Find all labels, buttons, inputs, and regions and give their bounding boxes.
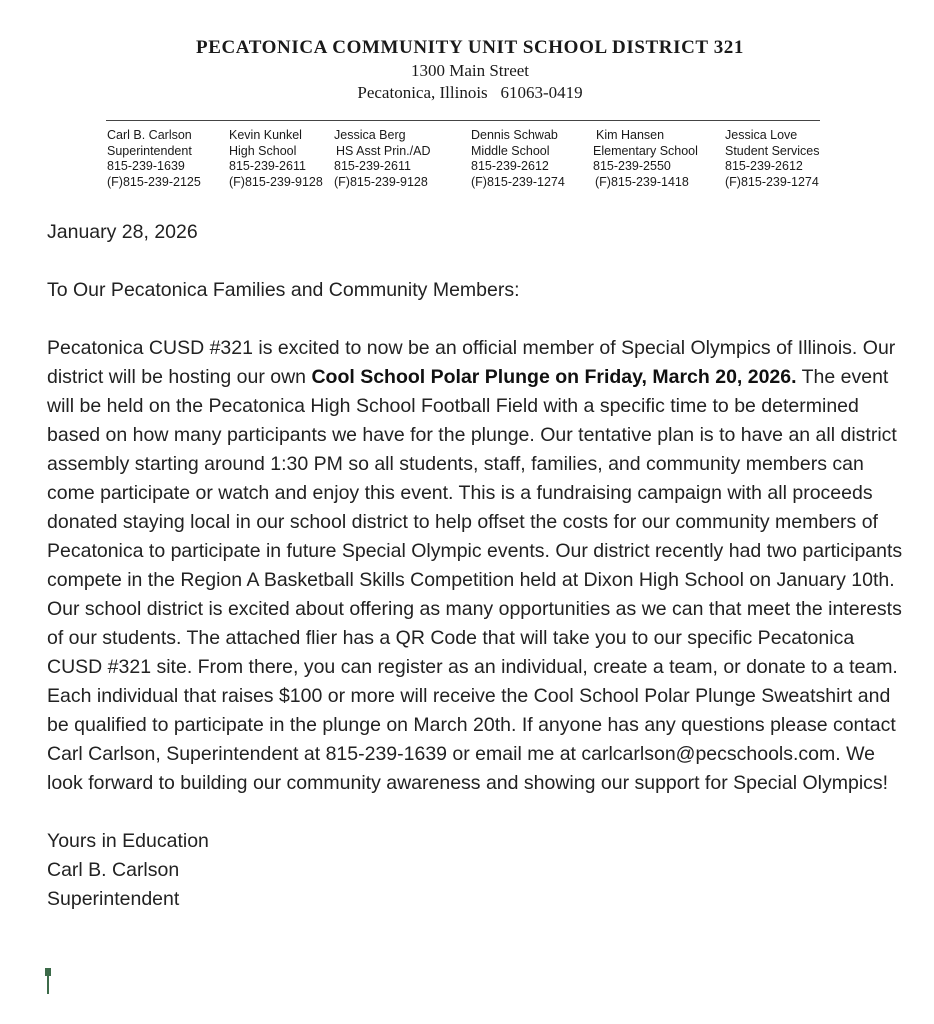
- staff-title: HS Asst Prin./AD: [336, 143, 431, 158]
- staff-fax: (F)815-239-9128: [334, 174, 428, 189]
- letterhead: [0, 36, 934, 104]
- staff-title: Student Services: [725, 143, 820, 158]
- staff-name: Jessica Love: [725, 128, 798, 142]
- city-state-zip: [0, 82, 934, 104]
- closing-line: Yours in Education: [47, 830, 209, 852]
- staff-phone: 815-239-1639: [107, 159, 185, 174]
- letter-body: [47, 218, 907, 914]
- staff-fax: (F)815-239-1274: [471, 174, 565, 189]
- letter-date: January 28, 2026: [47, 221, 198, 243]
- staff-column-elementary: [593, 128, 698, 190]
- signature-block: [47, 827, 907, 914]
- staff-fax: (F)815-239-9128: [229, 174, 323, 189]
- staff-phone: 815-239-2611: [334, 159, 411, 174]
- district-name: PECATONICA COMMUNITY UNIT SCHOOL DISTRICT 321: [195, 37, 744, 58]
- staff-phone: 815-239-2550: [593, 159, 671, 174]
- salutation: To Our Pecatonica Families and Community Members:: [47, 279, 520, 301]
- staff-column-high-school: [229, 128, 323, 190]
- staff-phone: 815-239-2611: [229, 159, 306, 174]
- staff-column-superintendent: [107, 128, 201, 190]
- signer-name: Carl B. Carlson: [47, 859, 180, 881]
- staff-name: Dennis Schwab: [471, 128, 558, 142]
- staff-title: Middle School: [471, 143, 550, 158]
- staff-name: Carl B. Carlson: [107, 128, 192, 142]
- staff-column-student-services: [725, 128, 820, 190]
- paragraph-text-details: The event will be held on the Pecatonica High School Football Field with a specific time to be determined based on how many participants we have for the plunge. Our tentative plan is to have an all district assembly starting around 1:30 PM so all students, staff, families, and community members can come participate or watch and enjoy this event. This is a fundraising campaign with all proceeds donated staying local in our school district to help offset the costs for our community members of Pecatonica to participate in future Special Olympic events. Our district recently had two participants compete in the Region A Basketball Skills Competition held at Dixon High School on January 10th. Our school district is excited about offering as many opportunities as we can that meet the interests of our students. The attached flier has a QR Code that will take you to our specific Pecatonica CUSD #321 site. From there, you can register as an individual, create a team, or donate to a team. Each individual that raises $100 or more will receive the Cool School Polar Plunge Sweatshirt and be qualified to participate in the plunge on March 20th. If anyone has any questions please contact Carl Carlson, Superintendent at 815-239-1639 or email me at carlcarlson@pecschools.com. We look forward to building our community awareness and showing our support for Special Olympics!: [47, 366, 903, 794]
- main-paragraph: [47, 334, 907, 798]
- signer-title: Superintendent: [47, 888, 180, 910]
- staff-fax: (F)815-239-1274: [725, 174, 819, 189]
- zip-code: 61063-0419: [500, 83, 583, 102]
- staff-title: High School: [229, 143, 297, 158]
- staff-phone: 815-239-2612: [471, 159, 549, 174]
- staff-fax: (F)815-239-1418: [595, 174, 689, 189]
- text-cursor-icon: [47, 970, 49, 994]
- staff-column-middle-school: [471, 128, 565, 190]
- staff-name: Kevin Kunkel: [229, 128, 302, 142]
- staff-fax: (F)815-239-2125: [107, 174, 201, 189]
- event-highlight: Cool School Polar Plunge on Friday, March 20, 2026.: [311, 366, 797, 388]
- letterhead-divider: [106, 120, 820, 121]
- staff-title: Elementary School: [593, 143, 698, 158]
- staff-title: Superintendent: [107, 143, 192, 158]
- staff-column-hs-asst-prin: [334, 128, 430, 190]
- staff-phone: 815-239-2612: [725, 159, 803, 174]
- staff-name: Jessica Berg: [334, 128, 406, 142]
- street-address: 1300 Main Street: [410, 61, 530, 80]
- staff-name: Kim Hansen: [596, 128, 665, 142]
- paragraph-text-intro: Pecatonica CUSD #321 is excited to now be an official member of Special Olympics of Illinois. Our district will be hosting our own: [47, 337, 896, 388]
- city-state: Pecatonica, Illinois: [357, 83, 488, 102]
